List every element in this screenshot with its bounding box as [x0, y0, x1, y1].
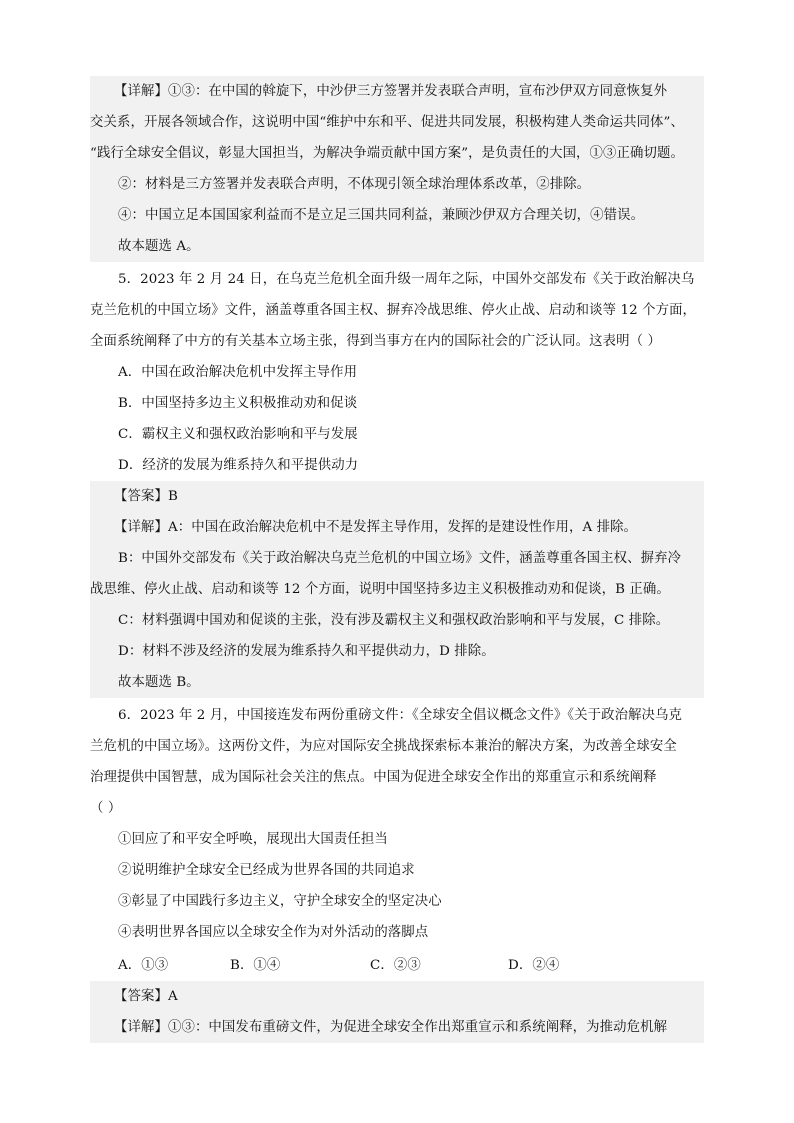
q4-analysis-line-4: ②：材料是三方签署并发表联合声明，不体现引领全球治理体系改革，②排除。	[90, 169, 704, 200]
q5-analysis-line-5: D：材料不涉及经济的发展为维系持久和平提供动力，D 排除。	[90, 636, 704, 667]
q5-analysis-line-2: B：中国外交部发布《关于政治解决乌克兰危机的中国立场》文件，涵盖尊重各国主权、摒弃冷	[90, 543, 704, 574]
q4-analysis-line-3: “践行全球安全倡议，彰显大国担当，为解决争端贡献中国方案”，是负责任的大国，①③正确切题。	[90, 138, 704, 169]
q6-stem-line-1: 6．2023 年 2 月，中国接连发布两份重磅文件：《全球安全倡议概念文件》《关于政治解决乌克	[118, 708, 683, 723]
q6-statement-2: ②说明维护全球安全已经成为世界各国的共同追求	[118, 863, 415, 878]
q6-options-row	[90, 950, 704, 981]
q5-analysis-line-3: 战思维、停火止战、启动和谈等 12 个方面，说明中国坚持多边主义积极推动劝和促谈，B 正确。	[90, 574, 704, 605]
q6-statement-3: ③彰显了中国践行多边主义，守护全球安全的坚定决心	[118, 894, 442, 909]
q5-analysis-line-4: C：材料强调中国劝和促谈的主张，没有涉及霸权主义和强权政治影响和平与发展，C 排除。	[90, 605, 704, 636]
q4-conclusion: 故本题选 A。	[90, 231, 704, 262]
q5-answer: 【答案】B	[90, 481, 704, 512]
q5-option-c: C．霸权主义和强权政治影响和平与发展	[118, 427, 358, 442]
q5-stem-line-2: 克兰危机的中国立场》文件，涵盖尊重各国主权、摒弃冷战思维、停火止战、启动和谈等 12 个方面，	[90, 303, 697, 318]
q5-option-b: B．中国坚持多边主义积极推动劝和促谈	[118, 396, 358, 411]
q5-option-a: A．中国在政治解决危机中发挥主导作用	[118, 365, 358, 380]
q6-option-a: A．①③	[118, 958, 169, 973]
q6-answer: 【答案】A	[90, 981, 704, 1012]
q5-analysis-line-1: 【详解】A：中国在政治解决危机中不是发挥主导作用，发挥的是建设性作用，A 排除。	[90, 512, 704, 543]
q4-analysis-line-2: 交关系，开展各领域合作，这说明中国“维护中东和平、促进共同发展，积极构建人类命运共同体”、	[90, 107, 704, 138]
q6-stem-line-2: 兰危机的中国立场》。这两份文件，为应对国际安全挑战探索标本兼治的解决方案，为改善全球安全	[90, 739, 677, 754]
q5-conclusion: 故本题选 B。	[90, 667, 704, 698]
q6-option-c: C．②③	[370, 958, 421, 973]
q6-statement-4: ④表明世界各国应以全球安全作为对外活动的落脚点	[118, 925, 429, 940]
q6-option-d: D．②④	[508, 958, 560, 973]
q6-option-b: B．①④	[230, 958, 281, 973]
q6-analysis-line-1: 【详解】①③：中国发布重磅文件，为促进全球安全作出郑重宣示和系统阐释，为推动危机解	[90, 1012, 704, 1043]
q5-option-d: D．经济的发展为维系持久和平提供动力	[118, 458, 359, 473]
q4-analysis-line-1: 【详解】①③：在中国的斡旋下，中沙伊三方签署并发表联合声明，宣布沙伊双方同意恢复外	[90, 76, 704, 107]
q5-stem-line-3: 全面系统阐释了中方的有关基本立场主张，得到当事方在内的国际社会的广泛认同。这表明（ ）	[90, 334, 661, 349]
q4-analysis-line-5: ④：中国立足本国国家利益而不是立足三国共同利益，兼顾沙伊双方合理关切，④错误。	[90, 200, 704, 231]
q5-stem-line-1: 5．2023 年 2 月 24 日，在乌克兰危机全面升级一周年之际，中国外交部发布《关于政治解决乌	[118, 272, 695, 287]
q6-stem-line-4: （ ）	[90, 801, 122, 816]
q6-stem-line-3: 治理提供中国智慧，成为国际社会关注的焦点。中国为促进全球安全作出的郑重宣示和系统阐释	[90, 770, 657, 785]
q6-statement-1: ①回应了和平安全呼唤，展现出大国责任担当	[118, 832, 388, 847]
